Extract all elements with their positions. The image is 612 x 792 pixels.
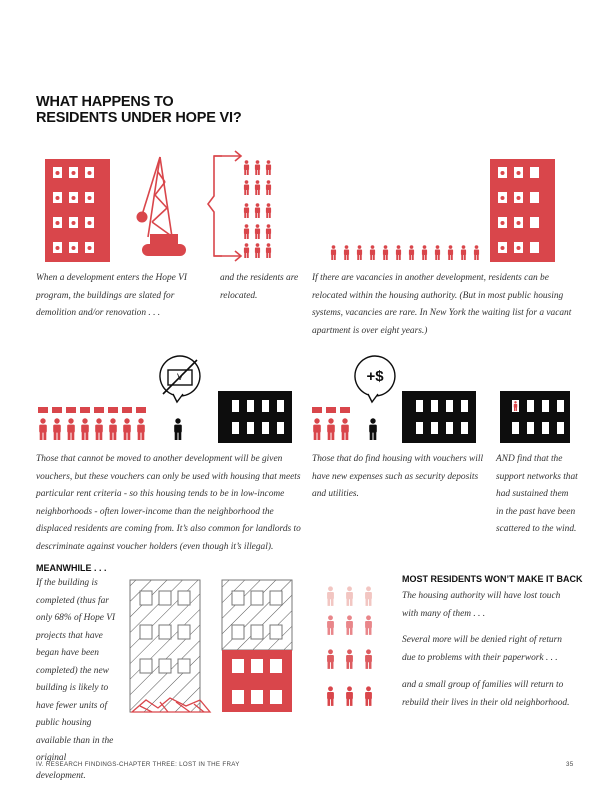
page-title xyxy=(36,94,296,126)
wrecking-crane-icon xyxy=(137,157,187,256)
waiting-list-line xyxy=(331,245,479,260)
paperwork-denied-residents-group-2 xyxy=(327,649,372,669)
meanwhile-text: If the building is completed (thus far only 68% of Hope VI projects that have began have been completed) the new building is likely to have fewer units of public housing available than in the original development. xyxy=(36,578,116,781)
row1-text-a: When a development enters the Hope VI program, the buildings are slated for demolition and/or renovation . . . xyxy=(36,273,187,318)
housing-authority-building-icon xyxy=(490,159,555,262)
row2-text-c: AND find that the support networks that had sustained them in the past have been scattered to the wind. xyxy=(496,454,578,534)
most-text-2: Several more will be denied right of return due to problems with their paperwork . . . xyxy=(402,635,562,663)
row2-text-b: Those that do find housing with vouchers will have new expenses such as security deposits and utilities. xyxy=(312,454,484,499)
rebuilt-building-icon xyxy=(222,580,292,712)
page-title-line1: WHAT HAPPENS TO xyxy=(36,94,174,110)
page-title-line2: RESIDENTS UNDER HOPE VI? xyxy=(36,110,242,126)
row1-text-b: and the residents are relocated. xyxy=(220,273,299,301)
displaced-residents-group xyxy=(244,160,271,258)
lost-touch-residents-group xyxy=(327,586,372,606)
new-housing-building-icon xyxy=(402,391,476,443)
hatched-building-icon xyxy=(130,580,210,712)
returning-residents-group xyxy=(327,686,372,706)
footer-chapter: IV. RESEARCH FINDINGS-CHAPTER THREE: LOST IN THE FRAY xyxy=(36,761,240,768)
row1-text-c: If there are vacancies in another development, residents can be relocated within the housing authority. (But in most public housing systems, vacancies are rare. In New York the waiting list for a vacant apartment is over eight years.) xyxy=(312,273,572,336)
most-text-1: The housing authority will have lost touch with many of them . . . xyxy=(402,591,561,619)
voucher-holders-group xyxy=(38,407,146,440)
landlord-rejection-icon xyxy=(160,356,200,440)
voucher-symbol: V xyxy=(176,372,183,382)
isolated-resident-building-icon xyxy=(500,391,570,443)
page-number: 35 xyxy=(566,761,574,768)
voucher-holders-small-group xyxy=(312,407,350,440)
private-housing-building-icon xyxy=(218,391,292,443)
paperwork-denied-residents-group xyxy=(327,615,372,635)
meanwhile-heading: MEANWHILE . . . xyxy=(36,563,107,573)
red-building-icon xyxy=(45,159,110,262)
expenses-symbol: +$ xyxy=(366,368,384,385)
row2-text-a: Those that cannot be moved to another development will be given vouchers, but these vouchers can only be used with housing that meets particular rent criteria - so this housing tends to be in low-income neighborhoods - often lower-income than the neighborhood the displaced residents are coming from. It’s also common for landlords to descriminate against voucher holders (even though it’s illegal). xyxy=(36,454,301,552)
most-residents-heading: MOST RESIDENTS WON’T MAKE IT BACK xyxy=(402,574,583,584)
relocation-bracket-icon xyxy=(208,151,241,261)
most-text-3: and a small group of families will return to rebuild their lives in their old neighborhood. xyxy=(402,680,570,708)
